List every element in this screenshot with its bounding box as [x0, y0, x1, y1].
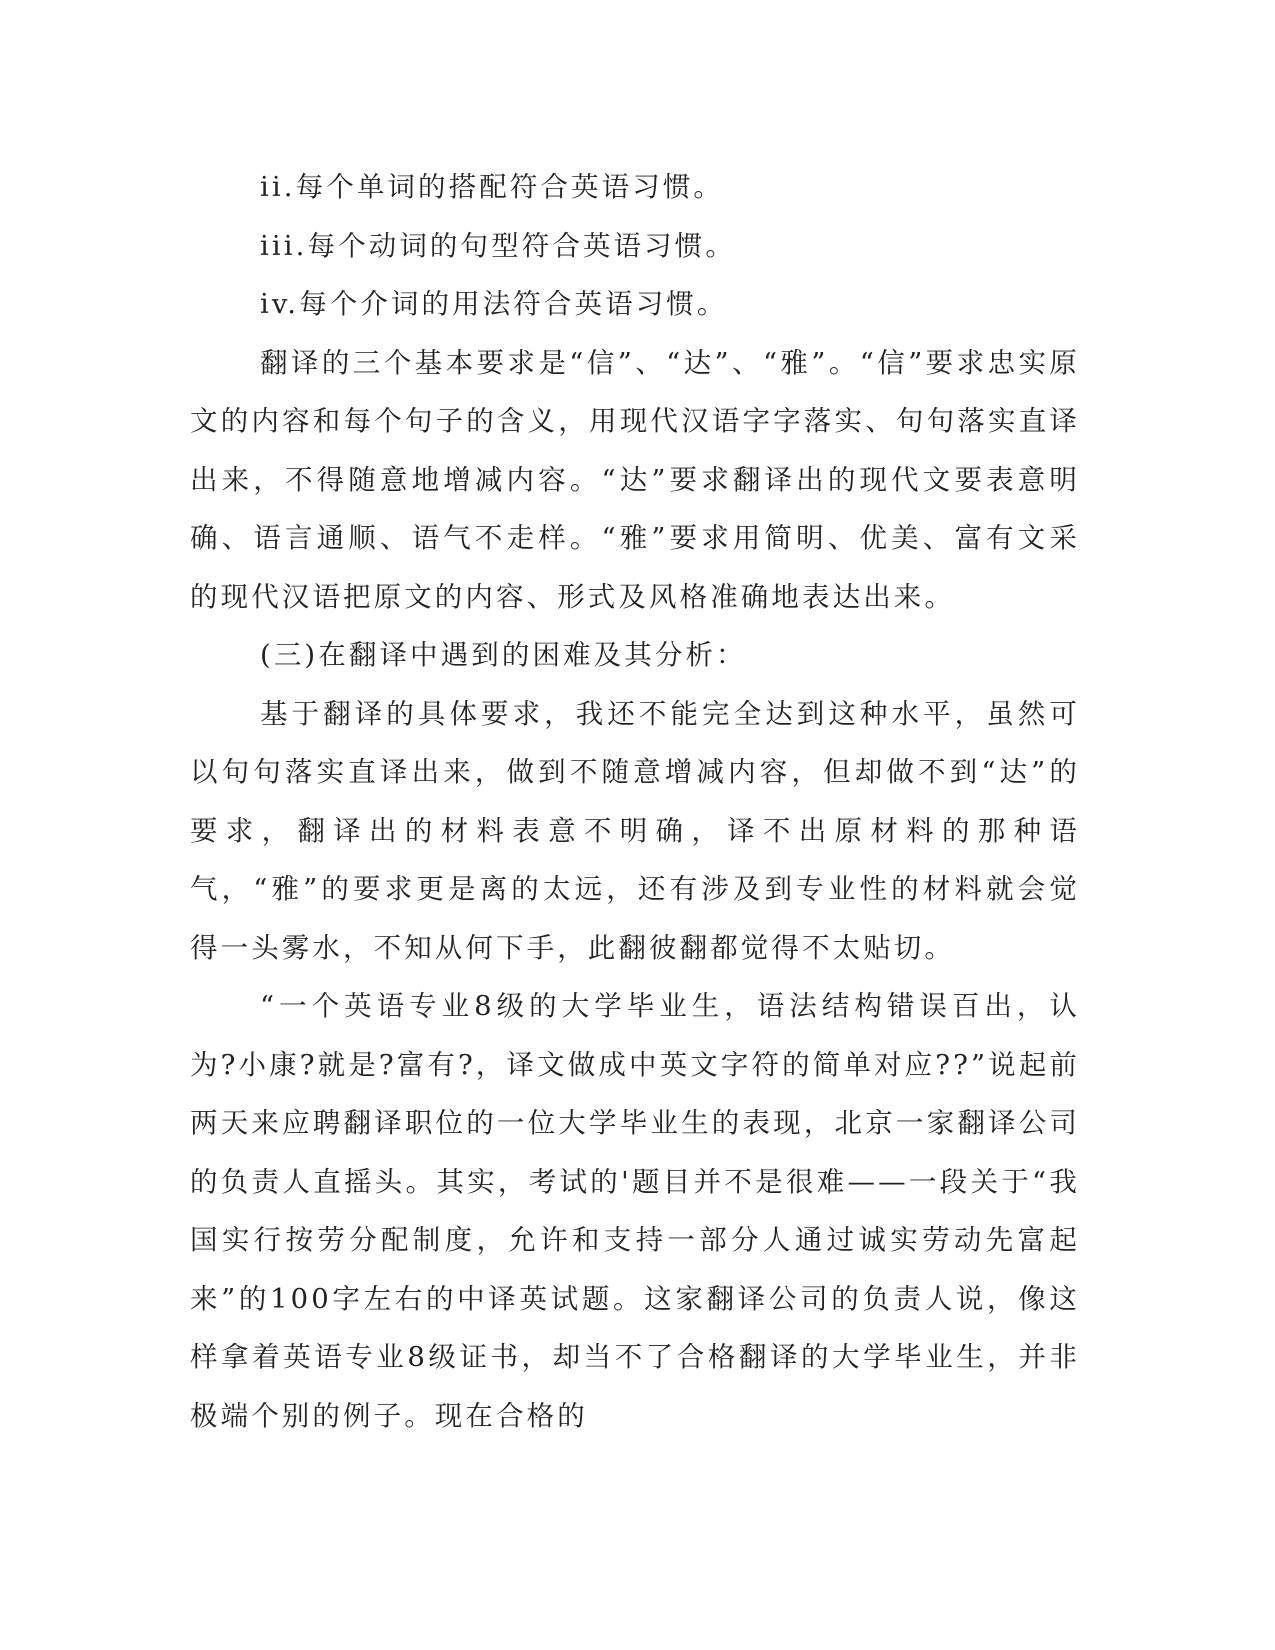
section-heading-difficulties: (三)在翻译中遇到的困难及其分析：: [260, 639, 747, 671]
paragraph-translation-requirements: 翻译的三个基本要求是“信”、“达”、“雅”。“信”要求忠实原文的内容和每个句子的含义，用现代汉语字字落实、句句落实直译出来，不得随意地增减内容。“达”要求翻译出的现代文要表意明确、语言通顺、语气不走样。“雅”要求用简明、优美、富有文采的现代汉语把原文的内容、形式及风格准确地表达出来。: [190, 346, 1080, 613]
paragraph-difficulties-analysis: 基于翻译的具体要求，我还不能完全达到这种水平，虽然可以句句落实直译出来，做到不随意增减内容，但却做不到“达”的要求，翻译出的材料表意不明确，译不出原材料的那种语气，“雅”的要求更是离的太远，还有涉及到专业性的材料就会觉得一头雾水，不知从何下手，此翻彼翻都觉得不太贴切。: [190, 697, 1080, 964]
paragraph-graduate-example: “一个英语专业8级的大学毕业生，语法结构错误百出，认为?小康?就是?富有?，译文做成中英文字符的简单对应??”说起前两天来应聘翻译职位的一位大学毕业生的表现，北京一家翻译公司的负责人直摇头。其实，考试的'题目并不是很难——一段关于“我国实行按劳分配制度，允许和支持一部分人通过诚实劳动先富起来”的100字左右的中译英试题。这家翻译公司的负责人说，像这样拿着英语专业8级证书，却当不了合格翻译的大学毕业生，并非极端个别的例子。现在合格的: [190, 990, 1080, 1432]
list-item-sentence-pattern: iii.每个动词的句型符合英语习惯。: [260, 229, 736, 262]
list-item-collocation: ii.每个单词的搭配符合英语习惯。: [260, 171, 725, 203]
list-item-preposition-usage: iv.每个介词的用法符合英语习惯。: [260, 288, 728, 320]
document-body: [190, 158, 1080, 1445]
